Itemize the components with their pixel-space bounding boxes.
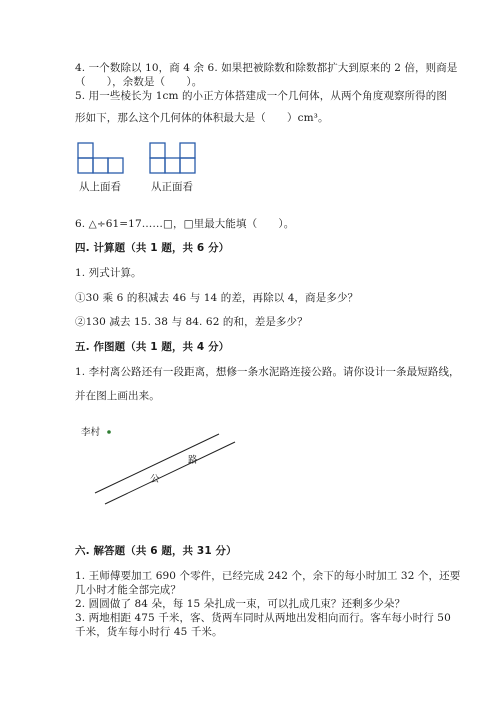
front-view (147, 140, 197, 195)
top-view-cell (108, 158, 123, 173)
top-view-cell (78, 158, 93, 173)
section6-q2: 2. 圆圆做了 84 朵，每 15 朵扎成一束，可以扎成几束？还剩多少朵？ (75, 598, 406, 610)
village-dot (107, 430, 111, 434)
front-view-label: 从正面看 (151, 181, 193, 193)
front-view-cell (165, 158, 180, 173)
section6-q3-line1: 3. 两地相距 475 千米，客、货两车同时从两地出发相向而行。客车每小时行 50 (75, 612, 451, 624)
village-label: 李村 (81, 427, 101, 438)
q5-line2: 形如下，那么这个几何体的体积最大是（ ）cm³。 (75, 112, 329, 124)
section6-q1-line1: 1. 王师傅要加工 690 个零件，已经完成 242 个，余下的每小时加工 32 个，还要 (75, 570, 461, 582)
section4-item1: ①30 乘 6 的积减去 46 与 14 的差，再除以 4，商是多少？ (75, 292, 359, 304)
top-view (75, 140, 125, 195)
road-map (75, 420, 245, 505)
front-view-cell (150, 143, 165, 158)
top-view-cell (93, 158, 108, 173)
q6-text: 6. △÷61=17……□，□里最大能填（ ）。 (75, 218, 295, 230)
section6-heading: 六. 解答题（共 6 题，共 31 分） (75, 545, 237, 557)
section5-heading: 五. 作图题（共 1 题，共 4 分） (75, 341, 230, 353)
section5-q1-line1: 1. 李村离公路还有一段距离，想修一条水泥路连接公路。请你设计一条最短路线， (75, 366, 460, 378)
section5-q1-line2: 并在图上画出来。 (75, 390, 160, 402)
top-view-grid (75, 140, 125, 174)
top-view-label: 从上面看 (79, 181, 121, 193)
top-view-cell (78, 143, 93, 158)
q5-line1: 5. 用一些棱长为 1cm 的小正方体搭建成一个几何体，从两个角度观察所得的图 (75, 90, 447, 102)
view-diagrams (75, 140, 205, 195)
q4-line1: 4. 一个数除以 10，商 4 余 6. 如果把被除数和除数都扩大到原来的 2 倍，则商是 (75, 62, 458, 74)
front-view-grid (147, 140, 197, 174)
road-label-char: 公 (150, 474, 160, 485)
section4-heading: 四. 计算题（共 1 题，共 6 分） (75, 242, 230, 254)
q4-line2: （ ），余数是（ ）。 (75, 76, 203, 88)
front-view-cell (180, 143, 195, 158)
section4-item2: ②130 减去 15. 38 与 84. 62 的和，差是多少？ (75, 316, 308, 328)
front-view-cell (150, 158, 165, 173)
section6-q3-line2: 千米，货车每小时行 45 千米。 (75, 626, 223, 638)
road-lines (75, 420, 245, 505)
front-view-cell (180, 158, 195, 173)
road-edge-lower (105, 442, 235, 504)
section4-q1: 1. 列式计算。 (75, 267, 142, 279)
section6-q1-line2: 几小时才能全部完成？ (75, 584, 181, 596)
road-label-char: 路 (188, 455, 198, 466)
